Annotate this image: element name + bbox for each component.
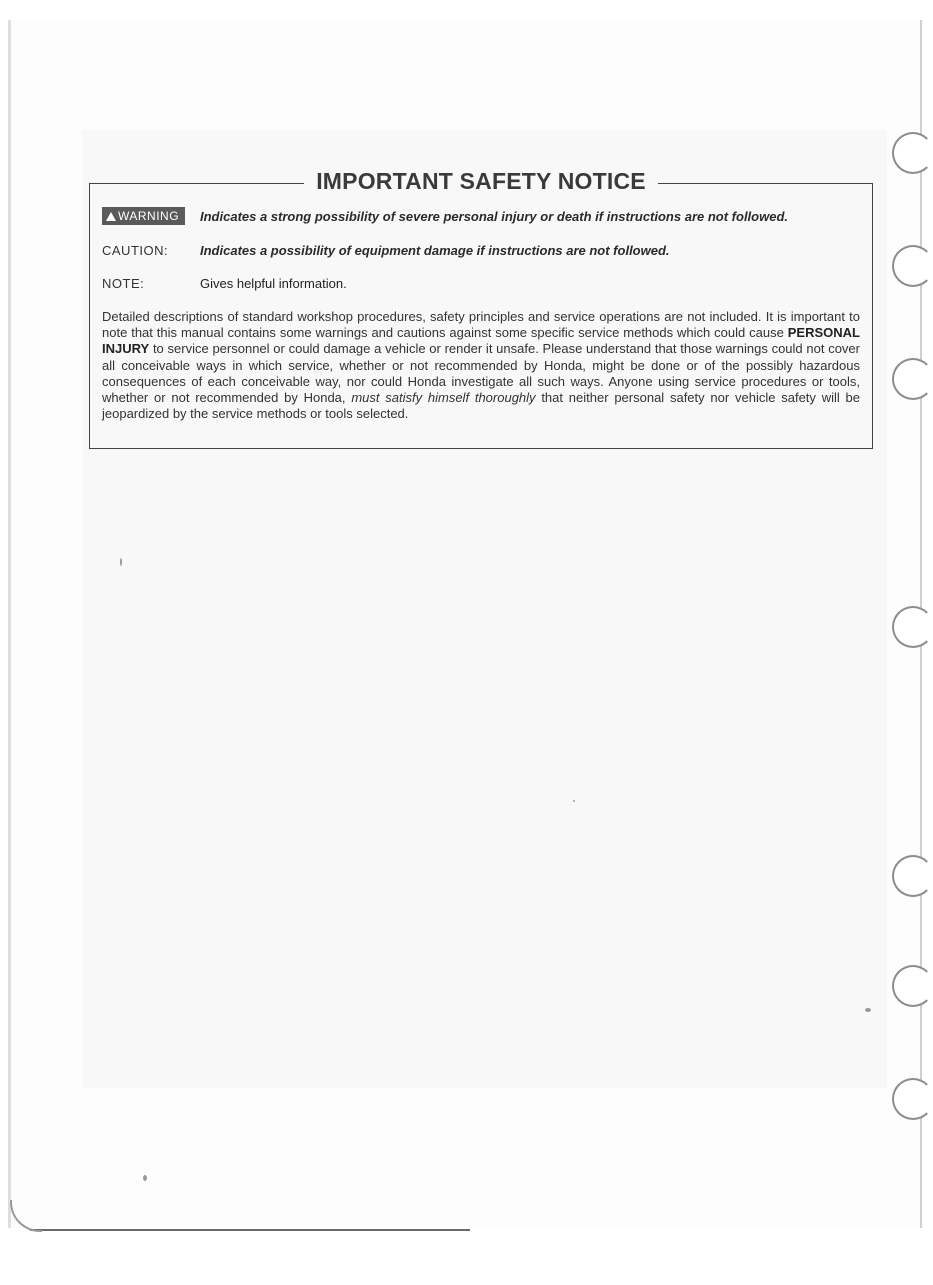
body-italic: must satisfy himself thoroughly xyxy=(351,390,536,406)
binder-hole-icon xyxy=(892,245,933,287)
body-part2: to service personnel or could damage a vehicle or render it unsafe. Please understand that those warnings could not cover all conceivable ways in which service, whether or not recommended by Honda, might be done or of the possibly hazardous consequences of each conceivable way, nor could Honda investigate all such ways. Anyone using service procedures or tools, whether or not recommended by Honda, xyxy=(102,341,860,406)
body-part1: Detailed descriptions of standard workshop procedures, safety principles and service operations are not included. It is important to note that this manual contains some warnings and cautions against some specific service methods which could cause xyxy=(102,309,860,341)
safety-notice-box xyxy=(89,168,873,449)
warning-badge xyxy=(102,207,185,225)
body-part3: that neither personal safety nor vehicle safety will be jeopardized by the service methods or tools selected. xyxy=(102,390,860,422)
notice-title-wrap xyxy=(90,168,872,195)
note-description: Gives helpful information. xyxy=(200,276,347,291)
scan-speck xyxy=(573,800,575,802)
warning-description: Indicates a strong possibility of severe personal injury or death if instructions are not followed. xyxy=(200,209,789,224)
binder-hole-icon xyxy=(892,965,933,1007)
caution-label: CAUTION: xyxy=(102,243,169,258)
scan-speck xyxy=(865,1008,871,1012)
binder-hole-icon xyxy=(892,132,933,174)
scan-speck xyxy=(120,558,122,566)
binder-hole-icon xyxy=(892,1078,933,1120)
binder-hole-icon xyxy=(892,606,933,648)
binder-hole-icon xyxy=(892,855,933,897)
binder-hole-icon xyxy=(892,358,933,400)
warning-triangle-icon xyxy=(106,212,116,221)
caution-description: Indicates a possibility of equipment damage if instructions are not followed. xyxy=(200,243,670,258)
warning-label: WARNING xyxy=(118,209,180,223)
scan-speck xyxy=(143,1175,147,1181)
note-label: NOTE: xyxy=(102,276,145,291)
page-bottom-edge xyxy=(30,1229,470,1231)
personal-injury-emphasis: PERSONAL INJURY xyxy=(102,325,860,357)
notice-title: IMPORTANT SAFETY NOTICE xyxy=(304,168,658,194)
notice-body-text xyxy=(102,309,860,422)
page-left-edge xyxy=(8,20,11,1228)
